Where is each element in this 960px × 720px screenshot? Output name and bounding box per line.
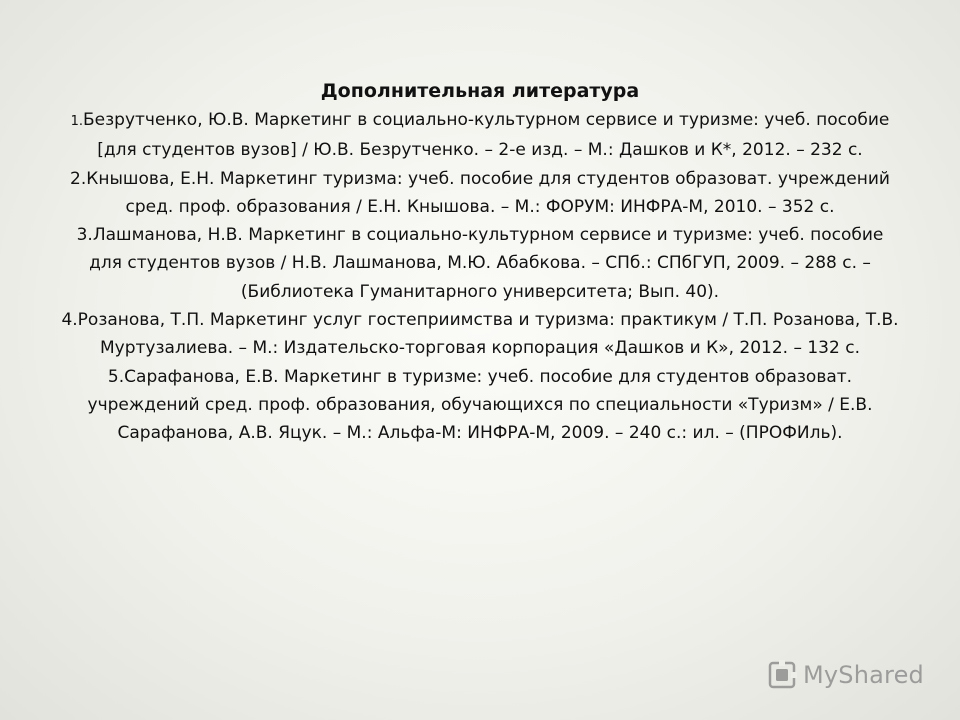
reference-item-2: [60, 165, 900, 222]
reference-item-3: [60, 221, 900, 306]
slide-title: Дополнительная литература: [320, 80, 640, 102]
reference-number: 5.: [107, 366, 125, 387]
reference-item-4: [60, 306, 900, 363]
reference-number: 2.: [70, 168, 87, 189]
reference-item-5: [60, 363, 900, 448]
reference-list: [60, 106, 900, 448]
watermark-text: MyShared: [802, 661, 924, 689]
reference-text: Лашманова, Н.В. Маркетинг в социально-культурном сервисе и туризме: учеб. пособие для студентов вузов / Н.В. Лашманова, М.Ю. Абабкова. – СПб.: СПбГУП, 2009. – 288 с. – (Библиотека Гуманитарного университета; Вып. 40).: [89, 225, 884, 302]
reference-text: Кнышова, Е.Н. Маркетинг туризма: учеб. пособие для студентов образоват. учреждений сред. проф. образования / Е.Н. Кнышова. – М.: ФОРУМ: ИНФРА-М, 2010. – 352 с.: [86, 168, 890, 217]
reference-text: Розанова, Т.П. Маркетинг услуг гостеприимства и туризма: практикум / Т.П. Розанова, Т.В. Муртузалиева. – М.: Издательско-торговая корпорация «Дашков и К», 2012. – 132 с.: [77, 310, 899, 359]
reference-number: 3.: [76, 225, 93, 246]
reference-number: 4.: [61, 310, 78, 331]
reference-text: Безрутченко, Ю.В. Маркетинг в социально-культурном сервисе и туризме: учеб. пособие [для студентов вузов] / Ю.В. Безрутченко. – 2-е изд. – М.: Дашков и К*, 2012. – 232 с.: [83, 110, 890, 161]
reference-text: Сарафанова, Е.В. Маркетинг в туризме: учеб. пособие для студентов образоват. учреждений сред. проф. образования, обучающихся по специальности «Туризм» / Е.В. Сарафанова, А.В. Яцук. – М.: Альфа-М: ИНФРА-М, 2009. – 240 с.: ил. – (ПРОФИль).: [87, 366, 873, 444]
myshared-logo-icon: [767, 660, 797, 690]
myshared-watermark: [767, 660, 924, 690]
reference-item-1: [60, 106, 900, 165]
reference-number: 1.: [70, 114, 83, 129]
slide-content: [60, 78, 900, 448]
